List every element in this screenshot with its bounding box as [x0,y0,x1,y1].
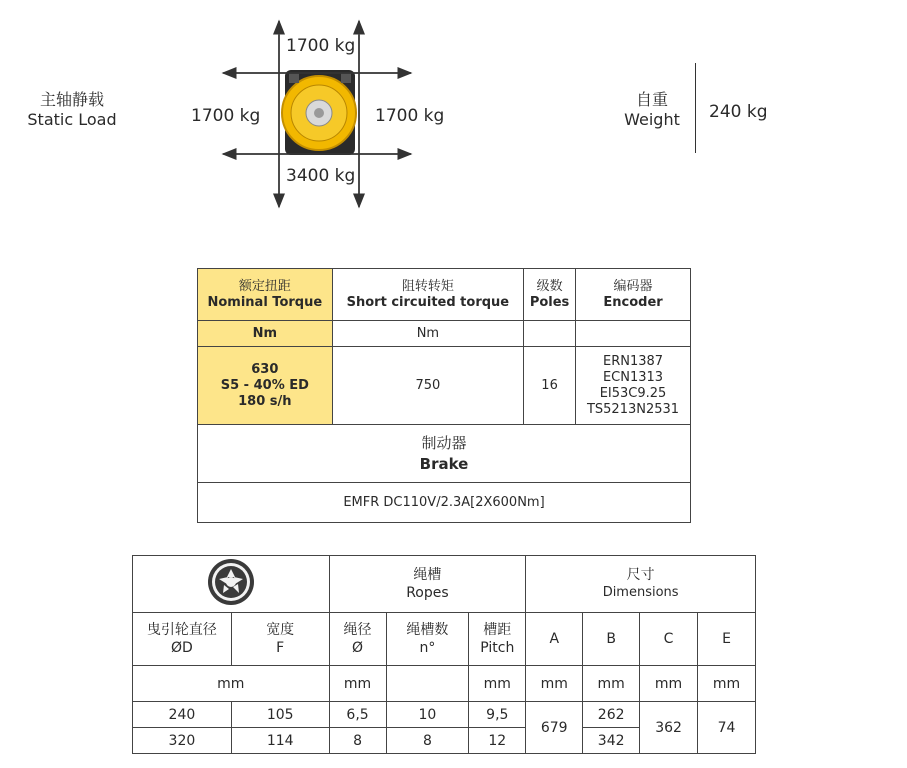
nominal-value [198,347,333,425]
unit-rope: mm [329,666,386,702]
col-groove-en: n° [419,640,436,656]
load-right: 1700 kg [375,106,445,126]
header-encoder-en: Encoder [603,294,663,310]
col-rope-en: Ø [352,640,364,656]
brake-en: Brake [419,454,469,473]
col-rope-zh: 绳径 [343,622,372,638]
brake-zh: 制动器 [421,433,467,452]
encoder-3: EI53C9.25 [599,385,667,401]
header-short-en: Short circuited torque [346,294,510,310]
ropes-header [329,556,526,613]
unit-short: Nm [332,321,523,347]
header-nominal-en: Nominal Torque [207,294,323,310]
encoder-2: ECN1313 [602,369,664,385]
col-groove-count [386,613,469,666]
value-c: 362 [640,702,698,754]
unit-poles-empty [524,321,576,347]
encoder-4: TS5213N2531 [586,401,680,417]
dimensions-table [132,555,756,754]
encoder-1: ERN1387 [602,353,664,369]
row1-n: 10 [386,702,469,728]
table-row [133,702,756,728]
nominal-value-2: S5 - 40% ED [220,377,309,393]
poles-value: 16 [524,347,576,425]
short-value: 750 [332,347,523,425]
header-nominal-torque [198,269,333,321]
value-e: 74 [698,702,756,754]
unit-e: mm [698,666,756,702]
brake-value: EMFR DC110V/2.3A[2X600Nm] [198,483,691,523]
header-encoder [576,269,691,321]
col-e: E [698,613,756,666]
row2-pitch: 12 [469,728,526,754]
weight-label [614,90,690,130]
dims-en: Dimensions [602,585,679,600]
unit-wheel: mm [133,666,330,702]
header-poles-zh: 级数 [536,278,563,294]
row1-f: 105 [231,702,329,728]
unit-c: mm [640,666,698,702]
dims-zh: 尺寸 [626,567,655,583]
header-poles-en: Poles [529,294,570,310]
col-b: B [583,613,640,666]
ropes-zh: 绳槽 [413,567,442,583]
weight-value: 240 kg [709,102,768,122]
static-load-label [20,90,124,130]
load-left: 1700 kg [191,106,261,126]
unit-pitch: mm [469,666,526,702]
spec-table [197,268,691,523]
col-c: C [640,613,698,666]
weight-zh: 自重 [635,90,668,109]
col-pitch [469,613,526,666]
col-width [231,613,329,666]
value-a: 679 [526,702,583,754]
row2-b: 342 [583,728,640,754]
encoder-values [576,347,691,425]
weight-en: Weight [624,110,680,129]
unit-b: mm [583,666,640,702]
col-diameter-en: ØD [170,640,193,656]
static-load-zh: 主轴静载 [39,90,104,109]
row1-b: 262 [583,702,640,728]
load-top: 1700 kg [286,36,356,56]
header-short-torque [332,269,523,321]
row2-n: 8 [386,728,469,754]
unit-nominal: Nm [198,321,333,347]
ropes-en: Ropes [406,585,449,601]
col-pitch-en: Pitch [480,640,515,656]
col-diameter [133,613,232,666]
nominal-value-1: 630 [251,361,279,377]
row1-d: 240 [133,702,232,728]
header-short-zh: 阻转转矩 [401,278,454,294]
row2-rope: 8 [329,728,386,754]
unit-groove-empty [386,666,469,702]
row2-d: 320 [133,728,232,754]
dimensions-header [526,556,756,613]
motor-icon [282,70,356,155]
col-width-en: F [276,640,285,656]
header-encoder-zh: 编码器 [613,278,653,294]
row1-rope: 6,5 [329,702,386,728]
header-poles [524,269,576,321]
col-width-zh: 宽度 [266,622,295,638]
col-rope-diameter [329,613,386,666]
col-diameter-zh: 曳引轮直径 [146,622,217,638]
static-load-en: Static Load [27,110,117,129]
unit-a: mm [526,666,583,702]
wheel-icon-cell [133,556,330,613]
header-nominal-zh: 额定扭距 [238,278,291,294]
col-groove-zh: 绳槽数 [406,622,449,638]
brake-header [198,425,691,483]
row1-pitch: 9,5 [469,702,526,728]
load-bottom: 3400 kg [286,166,356,186]
nominal-value-3: 180 s/h [238,393,292,409]
unit-encoder-empty [576,321,691,347]
col-pitch-zh: 槽距 [483,622,512,638]
weight-divider [695,63,696,153]
row2-f: 114 [231,728,329,754]
traction-wheel-icon [206,557,256,607]
col-a: A [526,613,583,666]
